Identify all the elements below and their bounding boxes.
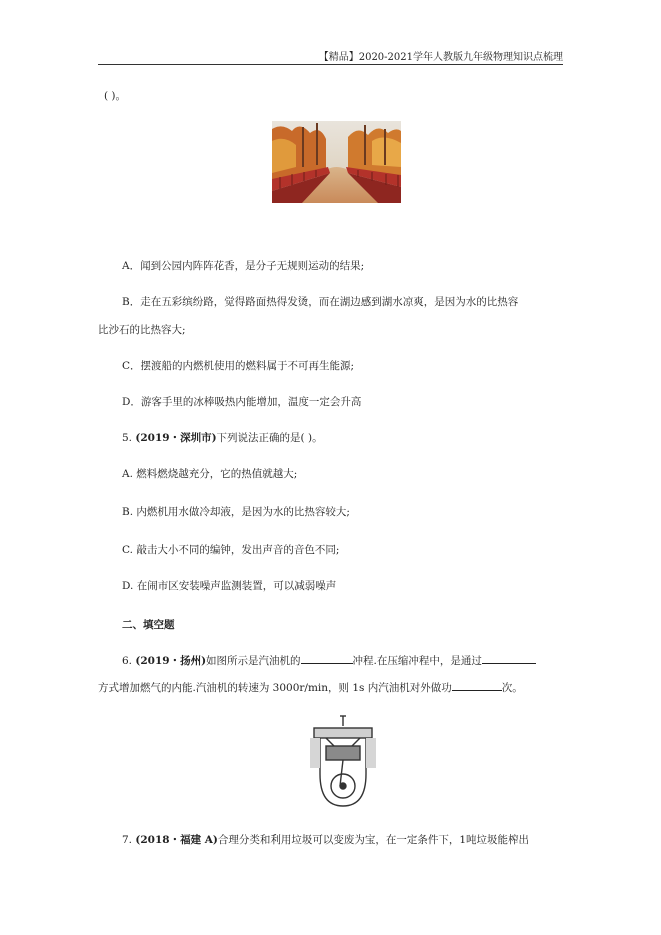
q5-option-b: B. 内燃机用水做冷却液，是因为水的比热容较大; (122, 506, 350, 518)
header-rule (98, 64, 563, 65)
q4-option-b-cont: 比沙石的比热容大; (98, 324, 186, 336)
page-header: 【精品】2020-2021学年人教版九年级物理知识点梳理 (318, 52, 563, 63)
question-7 (122, 832, 529, 847)
q5-text: 下列说法正确的是( )。 (216, 432, 323, 444)
q7-source: (2018・福建 A) (135, 834, 218, 846)
q6-part2: 冲程.在压缩冲程中，是通过 (352, 655, 482, 667)
q6-part1: 如图所示是汽油机的 (206, 655, 301, 667)
question-5 (122, 430, 323, 445)
question-tail: ( )。 (104, 90, 127, 102)
q6-part4: 次。 (501, 682, 523, 694)
q5-option-d: D. 在闹市区安装噪声监测装置，可以减弱噪声 (122, 580, 337, 592)
q6-part3: 方式增加燃气的内能.汽油机的转速为 3000r/min，则 1s 内汽油机对外做功 (98, 682, 452, 694)
q6-blank-2[interactable] (482, 653, 536, 664)
q4-option-b: B．走在五彩缤纷路，觉得路面热得发烫，而在湖边感到湖水凉爽，是因为水的比热容 (122, 296, 519, 308)
q5-source: (2019・深圳市) (135, 432, 217, 444)
engine-cylinder-diagram (310, 714, 376, 810)
q4-option-c: C．摆渡船的内燃机使用的燃料属于不可再生能源; (122, 360, 355, 372)
q5-option-c: C. 敲击大小不同的编钟，发出声音的音色不同; (122, 544, 340, 556)
q4-option-d: D．游客手里的冰棒吸热内能增加，温度一定会升高 (122, 396, 362, 408)
q5-option-a: A. 燃料燃烧越充分，它的热值就越大; (122, 468, 298, 480)
q7-number: 7. (122, 834, 133, 846)
q5-number: 5. (122, 432, 133, 444)
section-fill-blank-title: 二、填空题 (122, 619, 175, 631)
question-6-line1 (122, 653, 536, 668)
park-walkway-image (272, 121, 401, 203)
q4-option-a: A．闻到公园内阵阵花香，是分子无规则运动的结果; (122, 260, 365, 272)
q7-text: 合理分类和利用垃圾可以变废为宝，在一定条件下，1吨垃圾能榨出 (217, 834, 530, 846)
question-6-line2 (98, 680, 523, 695)
q6-source: (2019・扬州) (135, 655, 207, 667)
q6-blank-3[interactable] (452, 680, 502, 691)
q6-blank-1[interactable] (301, 653, 353, 664)
q6-number: 6. (122, 655, 133, 667)
